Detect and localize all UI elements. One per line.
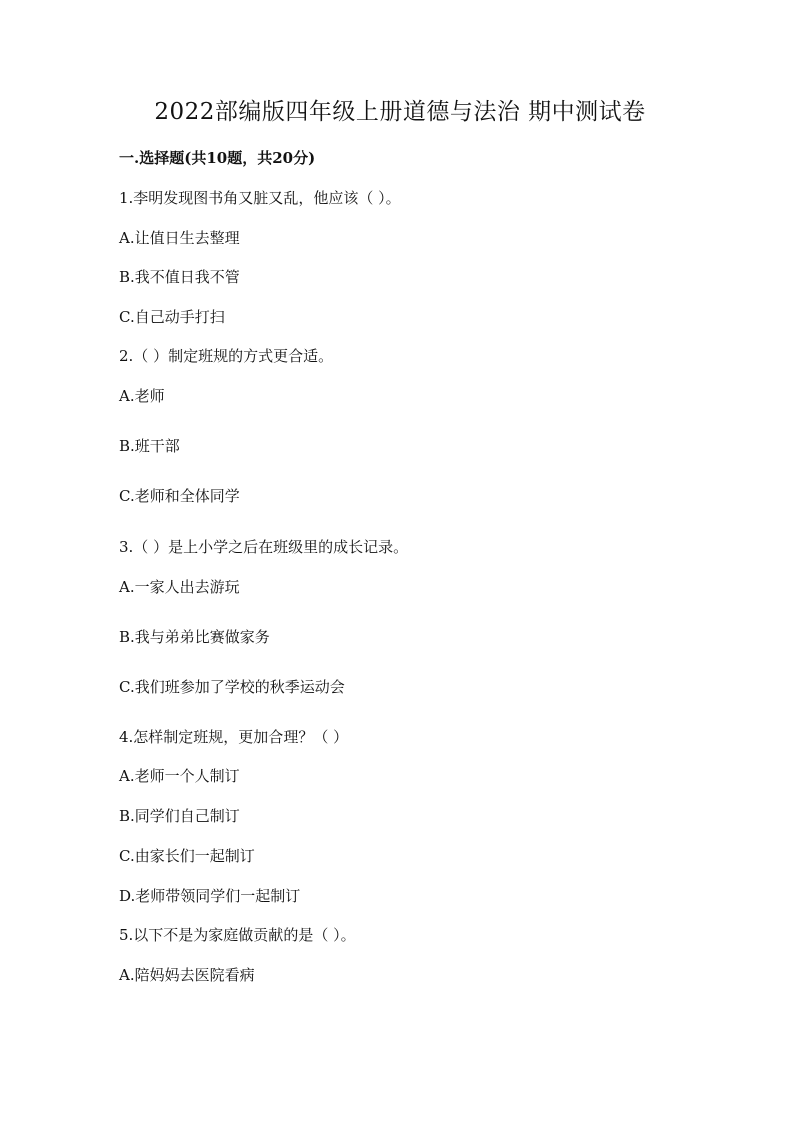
question-1-option-b: B.我不值日我不管 bbox=[119, 268, 240, 286]
question-4-option-a: A.老师一个人制订 bbox=[119, 767, 240, 785]
question-2-option-b: B.班干部 bbox=[119, 437, 180, 455]
question-1-stem: 1.李明发现图书角又脏又乱，他应该（ ）。 bbox=[119, 189, 401, 207]
question-3-option-c: C.我们班参加了学校的秋季运动会 bbox=[119, 678, 345, 696]
question-4-stem: 4.怎样制定班规，更加合理？（ ） bbox=[119, 728, 349, 746]
question-2-option-a: A.老师 bbox=[119, 387, 165, 405]
question-3-stem: 3.（ ）是上小学之后在班级里的成长记录。 bbox=[119, 538, 409, 556]
question-1-option-c: C.自己动手打扫 bbox=[119, 308, 225, 326]
question-5-option-a: A.陪妈妈去医院看病 bbox=[119, 966, 255, 984]
question-4-option-b: B.同学们自己制订 bbox=[119, 807, 240, 825]
question-2-stem: 2.（ ）制定班规的方式更合适。 bbox=[119, 347, 334, 365]
question-3-option-a: A.一家人出去游玩 bbox=[119, 578, 240, 596]
section-heading: 一.选择题(共10题，共20分) bbox=[119, 149, 316, 167]
question-3-option-b: B.我与弟弟比赛做家务 bbox=[119, 628, 270, 646]
question-5-stem: 5.以下不是为家庭做贡献的是（ ）。 bbox=[119, 926, 356, 944]
question-2-option-c: C.老师和全体同学 bbox=[119, 487, 240, 505]
page-title: 2022部编版四年级上册道德与法治 期中测试卷 bbox=[154, 99, 646, 125]
question-4-option-c: C.由家长们一起制订 bbox=[119, 847, 255, 865]
question-1-option-a: A.让值日生去整理 bbox=[119, 229, 240, 247]
question-4-option-d: D.老师带领同学们一起制订 bbox=[119, 887, 301, 905]
